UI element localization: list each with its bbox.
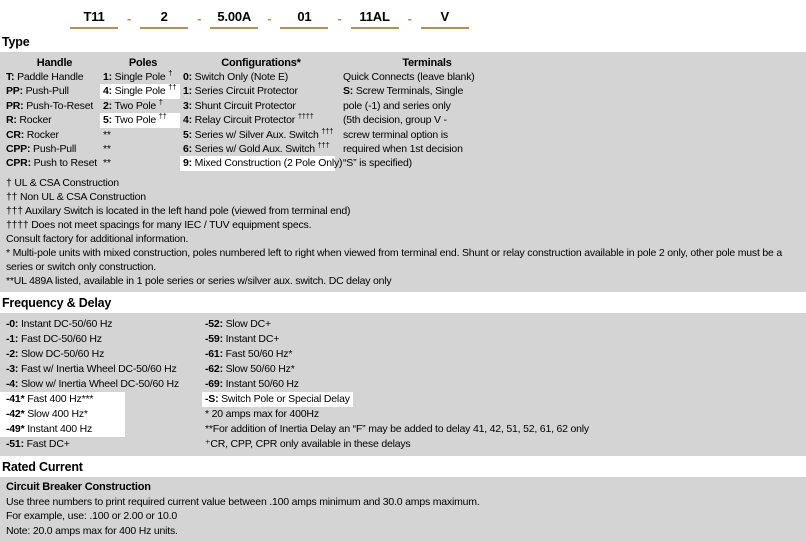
handle-item: CR: Rocker (6, 128, 59, 141)
type-table (0, 52, 806, 292)
handle-item: T: Paddle Handle (6, 71, 84, 83)
terminals-line: screw terminal option is (343, 128, 448, 141)
configuration-item: 9: Mixed Construction (2 Pole Only) (180, 156, 335, 170)
poles-item: ** (103, 128, 111, 141)
poles-item: 4: Single Pole †† (100, 84, 180, 98)
frequency-option: -41* Fast 400 Hz*** (0, 392, 125, 407)
poles-item: 5: Two Pole †† (100, 113, 180, 127)
frequency-option: -51: Fast DC+ (6, 437, 70, 450)
terminals-column (339, 56, 519, 171)
type-section-heading: Type (2, 35, 30, 49)
configuration-item: 5: Series w/ Silver Aux. Switch ††† (183, 126, 334, 141)
terminals-line: required when 1st decision (343, 143, 463, 156)
handle-item: PP: Push-Pull (6, 85, 69, 98)
terminals-list (343, 70, 519, 171)
frequency-option: -4: Slow w/ Inertia Wheel DC-50/60 Hz (6, 377, 179, 390)
poles-column-header: Poles (128, 57, 158, 69)
poles-item: 1: Single Pole † (103, 68, 173, 83)
part-number-segment: 2 (140, 9, 188, 29)
frequency-option: -S: Switch Pole or Special Delay (202, 392, 353, 407)
rated-current-line: Use three numbers to print required current value between .100 amps minimum and 30.0 amps maximum. (6, 495, 480, 508)
frequency-left-column (6, 317, 205, 452)
type-footnotes (6, 176, 800, 246)
part-number-segment: 01 (280, 9, 328, 29)
footnote-line: †††† Does not meet spacings for many IEC / TUV equipment specs. (6, 218, 312, 231)
terminals-line: S: Screw Terminals, Single (343, 85, 464, 98)
handle-list (6, 70, 103, 171)
configuration-item: 4: Relay Circuit Protector †††† (183, 111, 314, 127)
frequency-option: -59: Instant DC+ (205, 332, 280, 345)
handle-item: CPR: Push to Reset (6, 157, 97, 170)
terminals-line: pole (-1) and series only (343, 99, 451, 112)
poles-column (103, 56, 183, 171)
handle-item: CPP: Push-Pull (6, 143, 77, 156)
frequency-option: -61: Fast 50/60 Hz* (205, 347, 293, 360)
type-notes (6, 246, 800, 288)
rated-current-line: For example, use: .100 or 2.00 or 10.0 (6, 510, 178, 523)
configuration-item: 3: Shunt Circuit Protector (183, 99, 296, 112)
frequency-option: ⁺CR, CPP, CPR only available in these delays (205, 437, 411, 450)
handle-column (6, 56, 103, 171)
footnote-line: † UL & CSA Construction (6, 176, 119, 189)
handle-item: R: Rocker (6, 114, 52, 127)
frequency-option: * 20 amps max for 400Hz (205, 407, 319, 420)
frequency-delay-table (0, 313, 806, 456)
circuit-breaker-construction-title: Circuit Breaker Construction (6, 480, 151, 493)
frequency-option: -49* Instant 400 Hz (0, 422, 125, 437)
terminals-line: Quick Connects (leave blank) (343, 71, 475, 83)
configurations-column-header: Configurations* (221, 57, 301, 69)
footnote-line: ††† Auxilary Switch is located in the left hand pole (viewed from terminal end) (6, 204, 351, 217)
terminals-column-header: Terminals (402, 57, 452, 69)
configurations-list (183, 70, 343, 171)
frequency-option: -2: Slow DC-50/60 Hz (6, 347, 105, 360)
part-number-segment: T11 (70, 9, 118, 29)
footnote-line: Consult factory for additional information. (6, 232, 189, 245)
part-number-separator: - (337, 11, 342, 26)
handle-column-header: Handle (36, 57, 73, 69)
poles-item: ** (103, 157, 111, 170)
poles-item: 2: Two Pole † (103, 97, 163, 112)
rated-current-box (0, 477, 806, 542)
rated-current-section-heading: Rated Current (2, 459, 83, 474)
type-columns (6, 56, 800, 171)
part-number-separator: - (197, 11, 202, 26)
part-number-separator: - (127, 11, 132, 26)
terminals-line: (5th decision, group V - (343, 114, 447, 127)
frequency-option: -69: Instant 50/60 Hz (205, 377, 299, 390)
part-number-segment: 11AL (351, 9, 399, 29)
part-number-segment: V (421, 9, 469, 29)
poles-list (103, 70, 183, 171)
frequency-option: -52: Slow DC+ (205, 317, 271, 330)
frequency-section-heading: Frequency & Delay (2, 295, 112, 310)
frequency-option: -62: Slow 50/60 Hz* (205, 362, 295, 375)
part-number-separator: - (407, 11, 412, 26)
configurations-column (183, 56, 343, 171)
note-line: * Multi-pole units with mixed construction, poles numbered left to right when viewed from terminal end. Shunt or relay construction available in pole 2 only, other pole must be a series or switch only construction. (6, 246, 783, 273)
configuration-item: 0: Switch Only (Note E) (183, 71, 289, 83)
frequency-option: **For addition of Inertia Delay an “F” may be added to delay 41, 42, 51, 52, 61, 62 only (205, 422, 589, 435)
part-number-segment: 5.00A (210, 9, 258, 29)
configuration-item: 6: Series w/ Gold Aux. Switch ††† (183, 140, 330, 156)
configuration-item: 1: Series Circuit Protector (183, 85, 298, 98)
frequency-option: -3: Fast w/ Inertia Wheel DC-50/60 Hz (6, 362, 177, 375)
part-number-separator: - (267, 11, 272, 26)
handle-item: PR: Push-To-Reset (6, 99, 94, 112)
frequency-option: -42* Slow 400 Hz* (0, 407, 125, 422)
poles-item: ** (103, 143, 111, 156)
part-number (0, 0, 806, 31)
terminals-line: “S” is specified) (343, 157, 412, 170)
frequency-option: -1: Fast DC-50/60 Hz (6, 332, 102, 345)
frequency-option: -0: Instant DC-50/60 Hz (6, 317, 113, 330)
rated-current-line: Note: 20.0 amps max for 400 Hz units. (6, 524, 178, 537)
rated-current-lines (6, 495, 800, 539)
note-line: **UL 489A listed, available in 1 pole series or series w/silver aux. switch. DC delay only (6, 274, 392, 287)
frequency-right-column (205, 317, 800, 452)
footnote-line: †† Non UL & CSA Construction (6, 190, 146, 203)
